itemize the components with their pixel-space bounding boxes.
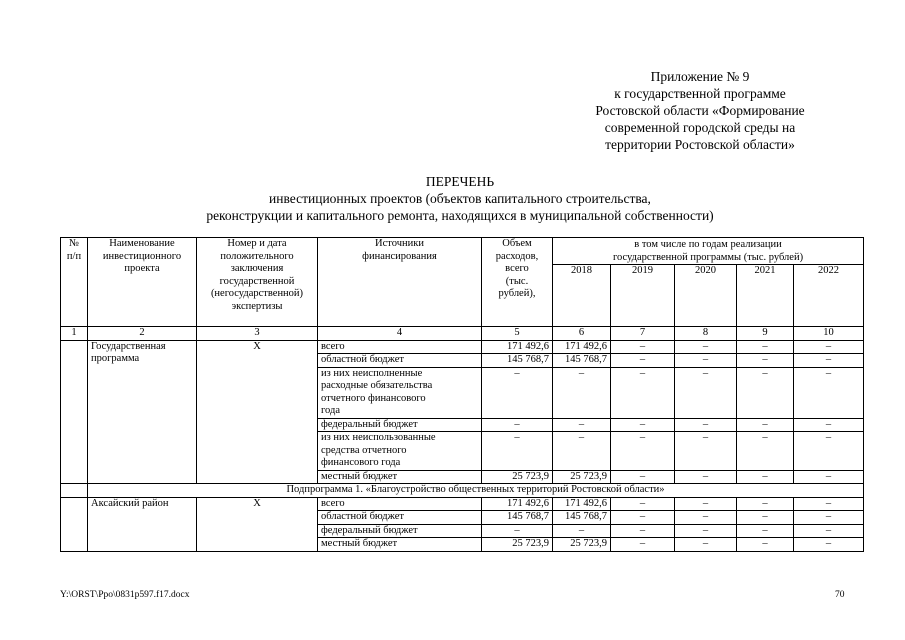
col-number-9: 9 xyxy=(737,327,794,341)
subprogram-row xyxy=(61,484,864,498)
source-cell: областной бюджет xyxy=(318,511,482,525)
year-2021-cell: – xyxy=(737,470,794,484)
page-number: 70 xyxy=(835,590,845,600)
total-cell: – xyxy=(482,367,553,418)
year-2020-cell: – xyxy=(675,367,737,418)
col-number-10: 10 xyxy=(794,327,864,341)
investment-projects-table xyxy=(60,237,864,552)
year-2018-cell: 25 723,9 xyxy=(553,538,611,552)
appendix-line-2: к государственной программе xyxy=(614,86,786,101)
col-number-1: 1 xyxy=(61,327,88,341)
year-2018-cell: – xyxy=(553,432,611,471)
year-2019-cell: – xyxy=(611,367,675,418)
total-cell: 171 492,6 xyxy=(482,340,553,354)
year-2018-cell: 145 768,7 xyxy=(553,354,611,368)
header-year-2020: 2020 xyxy=(675,265,737,327)
header-year-2022: 2022 xyxy=(794,265,864,327)
col-number-3: 3 xyxy=(197,327,318,341)
header-sources: Источники финансирования xyxy=(318,238,482,327)
year-2021-cell: – xyxy=(737,340,794,354)
appendix-line-3: Ростовской области «Формирование xyxy=(595,103,805,118)
year-2020-cell: – xyxy=(675,511,737,525)
document-title: ПЕРЕЧЕНЬ xyxy=(425,174,495,189)
year-2022-cell: – xyxy=(794,432,864,471)
year-2019-cell: – xyxy=(611,470,675,484)
header-name: Наименование инвестиционного проекта xyxy=(88,238,197,327)
year-2020-cell: – xyxy=(675,524,737,538)
appendix-header xyxy=(560,68,840,153)
source-cell: из них неиспользованные средства отчетного финансового года xyxy=(318,432,482,471)
row-num-cell xyxy=(61,340,88,484)
year-2021-cell: – xyxy=(737,511,794,525)
header-year-2018: 2018 xyxy=(553,265,611,327)
col-number-8: 8 xyxy=(675,327,737,341)
year-2021-cell: – xyxy=(737,538,794,552)
year-2022-cell: – xyxy=(794,340,864,354)
header-year-2019: 2019 xyxy=(611,265,675,327)
table-row xyxy=(61,497,864,511)
total-cell: 171 492,6 xyxy=(482,497,553,511)
year-2022-cell: – xyxy=(794,367,864,418)
year-2018-cell: – xyxy=(553,418,611,432)
year-2019-cell: – xyxy=(611,511,675,525)
year-2018-cell: 171 492,6 xyxy=(553,340,611,354)
source-cell: федеральный бюджет xyxy=(318,418,482,432)
total-cell: 145 768,7 xyxy=(482,354,553,368)
year-2021-cell: – xyxy=(737,367,794,418)
total-cell: 145 768,7 xyxy=(482,511,553,525)
appendix-line-5: территории Ростовской области» xyxy=(605,137,795,152)
header-year-2021: 2021 xyxy=(737,265,794,327)
total-cell: – xyxy=(482,418,553,432)
year-2022-cell: – xyxy=(794,470,864,484)
year-2020-cell: – xyxy=(675,418,737,432)
year-2021-cell: – xyxy=(737,354,794,368)
year-2018-cell: 145 768,7 xyxy=(553,511,611,525)
table-row xyxy=(61,340,864,354)
appendix-line-1: Приложение № 9 xyxy=(650,69,750,84)
year-2019-cell: – xyxy=(611,418,675,432)
total-cell: – xyxy=(482,524,553,538)
file-path: Y:\ORST\Ppo\0831p597.f17.docx xyxy=(60,590,190,600)
source-cell: областной бюджет xyxy=(318,354,482,368)
year-2022-cell: – xyxy=(794,497,864,511)
year-2019-cell: – xyxy=(611,354,675,368)
year-2018-cell: 171 492,6 xyxy=(553,497,611,511)
project-name-cell: Государственная программа xyxy=(88,340,197,484)
source-cell: федеральный бюджет xyxy=(318,524,482,538)
subprogram-title: Подпрограмма 1. «Благоустройство общественных территорий Ростовской области» xyxy=(88,484,864,498)
year-2021-cell: – xyxy=(737,418,794,432)
header-expertise: Номер и дата положительного заключения государственной (негосударственной) экспертизы xyxy=(197,238,318,327)
project-name-cell: Аксайский район xyxy=(88,497,197,551)
document-subtitle-2: реконструкции и капитального ремонта, находящихся в муниципальной собственности) xyxy=(206,208,714,223)
year-2019-cell: – xyxy=(611,340,675,354)
col-number-2: 2 xyxy=(88,327,197,341)
year-2022-cell: – xyxy=(794,524,864,538)
col-number-5: 5 xyxy=(482,327,553,341)
year-2022-cell: – xyxy=(794,538,864,552)
total-cell: – xyxy=(482,432,553,471)
header-years-group: в том числе по годам реализации государственной программы (тыс. рублей) xyxy=(553,238,864,265)
total-cell: 25 723,9 xyxy=(482,470,553,484)
year-2019-cell: – xyxy=(611,497,675,511)
source-cell: местный бюджет xyxy=(318,470,482,484)
year-2020-cell: – xyxy=(675,538,737,552)
year-2020-cell: – xyxy=(675,340,737,354)
year-2020-cell: – xyxy=(675,354,737,368)
year-2018-cell: – xyxy=(553,367,611,418)
year-2018-cell: 25 723,9 xyxy=(553,470,611,484)
source-cell: из них неисполненные расходные обязательства отчетного финансового года xyxy=(318,367,482,418)
year-2022-cell: – xyxy=(794,511,864,525)
year-2022-cell: – xyxy=(794,418,864,432)
col-number-6: 6 xyxy=(553,327,611,341)
year-2021-cell: – xyxy=(737,432,794,471)
source-cell: всего xyxy=(318,497,482,511)
document-subtitle-1: инвестиционных проектов (объектов капитального строительства, xyxy=(269,191,651,206)
year-2021-cell: – xyxy=(737,524,794,538)
expertise-cell: Х xyxy=(197,497,318,551)
col-number-4: 4 xyxy=(318,327,482,341)
row-num-cell xyxy=(61,497,88,551)
year-2020-cell: – xyxy=(675,470,737,484)
header-volume: Объем расходов, всего (тыс. рублей), xyxy=(482,238,553,327)
year-2021-cell: – xyxy=(737,497,794,511)
expertise-cell: Х xyxy=(197,340,318,484)
source-cell: всего xyxy=(318,340,482,354)
col-number-7: 7 xyxy=(611,327,675,341)
year-2020-cell: – xyxy=(675,497,737,511)
appendix-line-4: современной городской среды на xyxy=(604,120,796,135)
source-cell: местный бюджет xyxy=(318,538,482,552)
year-2019-cell: – xyxy=(611,538,675,552)
year-2020-cell: – xyxy=(675,432,737,471)
column-numbers-row xyxy=(61,327,864,341)
year-2019-cell: – xyxy=(611,524,675,538)
year-2022-cell: – xyxy=(794,354,864,368)
header-num: № п/п xyxy=(61,238,88,327)
total-cell: 25 723,9 xyxy=(482,538,553,552)
row-num-cell xyxy=(61,484,88,498)
year-2018-cell: – xyxy=(553,524,611,538)
year-2019-cell: – xyxy=(611,432,675,471)
